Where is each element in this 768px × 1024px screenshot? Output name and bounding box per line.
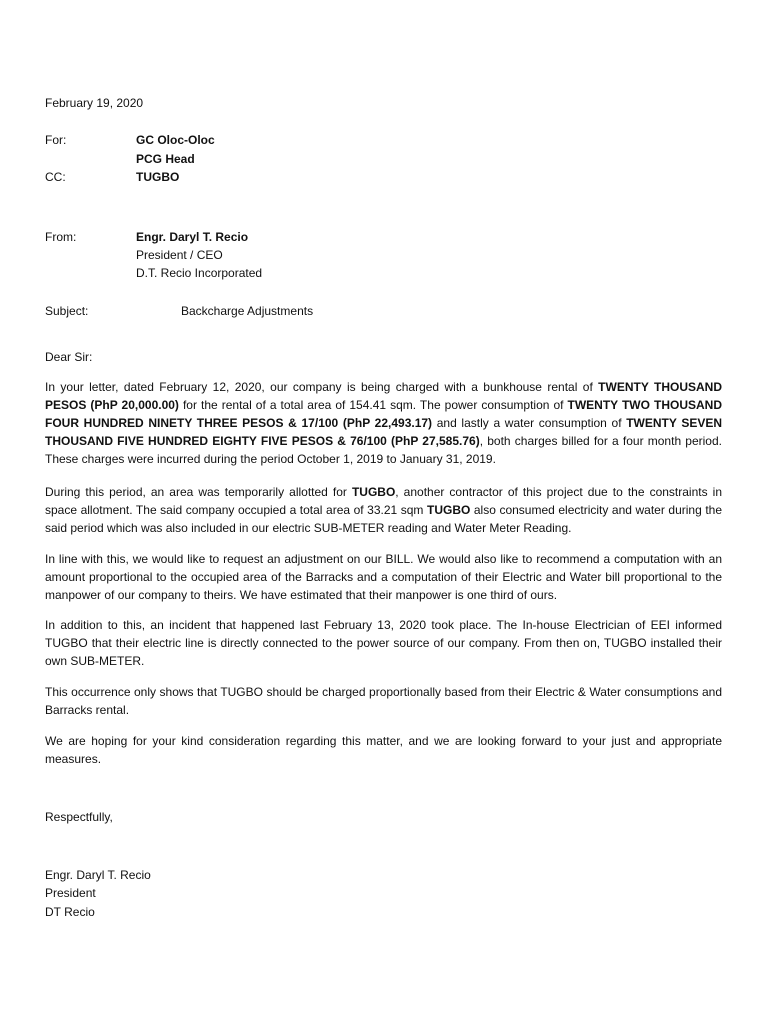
- salutation: Dear Sir:: [45, 350, 93, 364]
- p1-power-amount: TWENTY TWO THOUSAND FOUR HUNDRED NINETY THREE PESOS & 17/100 (PhP 22,493.17): [45, 398, 723, 430]
- p2-text-1: During this period, an area was temporarily allotted for: [45, 485, 352, 499]
- p1-text-1: In your letter, dated February 12, 2020, our company is being charged with a bunkhouse rental of: [45, 380, 599, 394]
- from-label: From:: [45, 230, 77, 244]
- signature-company: DT Recio: [45, 905, 95, 919]
- p2-tugbo-2: TUGBO: [426, 503, 471, 517]
- p1-text-3: and lastly a water consumption of: [432, 416, 627, 430]
- cc-label: CC:: [45, 170, 66, 184]
- p1-text-4: , both charges billed for a four month period. These charges were incurred during the period October 1, 2019 to January 31, 2019.: [45, 434, 722, 466]
- subject-value: Backcharge Adjustments: [181, 304, 314, 318]
- paragraph-charges: [45, 378, 722, 468]
- paragraph-incident: In addition to this, an incident that happened last February 13, 2020 took place. The In-house Electrician of EEI informed TUGBO that their electric line is directly connected to the power source of our company. From then on, TUGBO installed their own SUB-METER.: [45, 618, 722, 668]
- p1-text-2: for the rental of a total area of 154.41 sqm. The power consumption of: [178, 398, 568, 412]
- paragraph-closing-request: We are hoping for your kind consideration regarding this matter, and we are looking forward to your just and appropriate measures.: [45, 734, 722, 766]
- signature-name: Engr. Daryl T. Recio: [45, 868, 151, 882]
- paragraph-request: In line with this, we would like to request an adjustment on our BILL. We would also like to recommend a computation with an amount proportional to the occupied area of the Barracks and a computation of their Electric and Water bill proportional to the manpower of our company to theirs. We have estimated that their manpower is one third of ours.: [45, 552, 722, 602]
- for-recipient: GC Oloc-Oloc: [136, 133, 215, 147]
- p2-text-3: also consumed electricity and water during the said period which was also included in our electric SUB-METER reading and Water Meter Reading.: [45, 503, 722, 535]
- from-name: Engr. Daryl T. Recio: [136, 230, 249, 244]
- closing-respectfully: Respectfully,: [45, 810, 113, 824]
- signature-title: President: [45, 886, 96, 900]
- cc-value: TUGBO: [136, 170, 180, 184]
- paragraph-tugbo-allotment: [45, 483, 722, 537]
- subject-label: Subject:: [45, 304, 89, 318]
- for-label: For:: [45, 133, 67, 147]
- for-recipient-title: PCG Head: [136, 152, 195, 166]
- from-title: President / CEO: [136, 248, 223, 262]
- paragraph-occurrence: This occurrence only shows that TUGBO should be charged proportionally based from their Electric & Water consumptions and Barracks rental.: [45, 685, 722, 717]
- from-company: D.T. Recio Incorporated: [136, 266, 263, 280]
- p2-tugbo-1: TUGBO: [351, 485, 396, 499]
- p1-water-amount: TWENTY SEVEN THOUSAND FIVE HUNDRED EIGHTY FIVE PESOS & 76/100 (PhP 27,585.76): [45, 416, 723, 448]
- letter-date: February 19, 2020: [45, 96, 144, 110]
- p1-bunkhouse-amount: TWENTY THOUSAND PESOS (PhP 20,000.00): [45, 380, 722, 412]
- p2-text-2: , another contractor of this project due to the constraints in space allotment. The said company occupied a total area of 33.21 sqm: [45, 485, 722, 517]
